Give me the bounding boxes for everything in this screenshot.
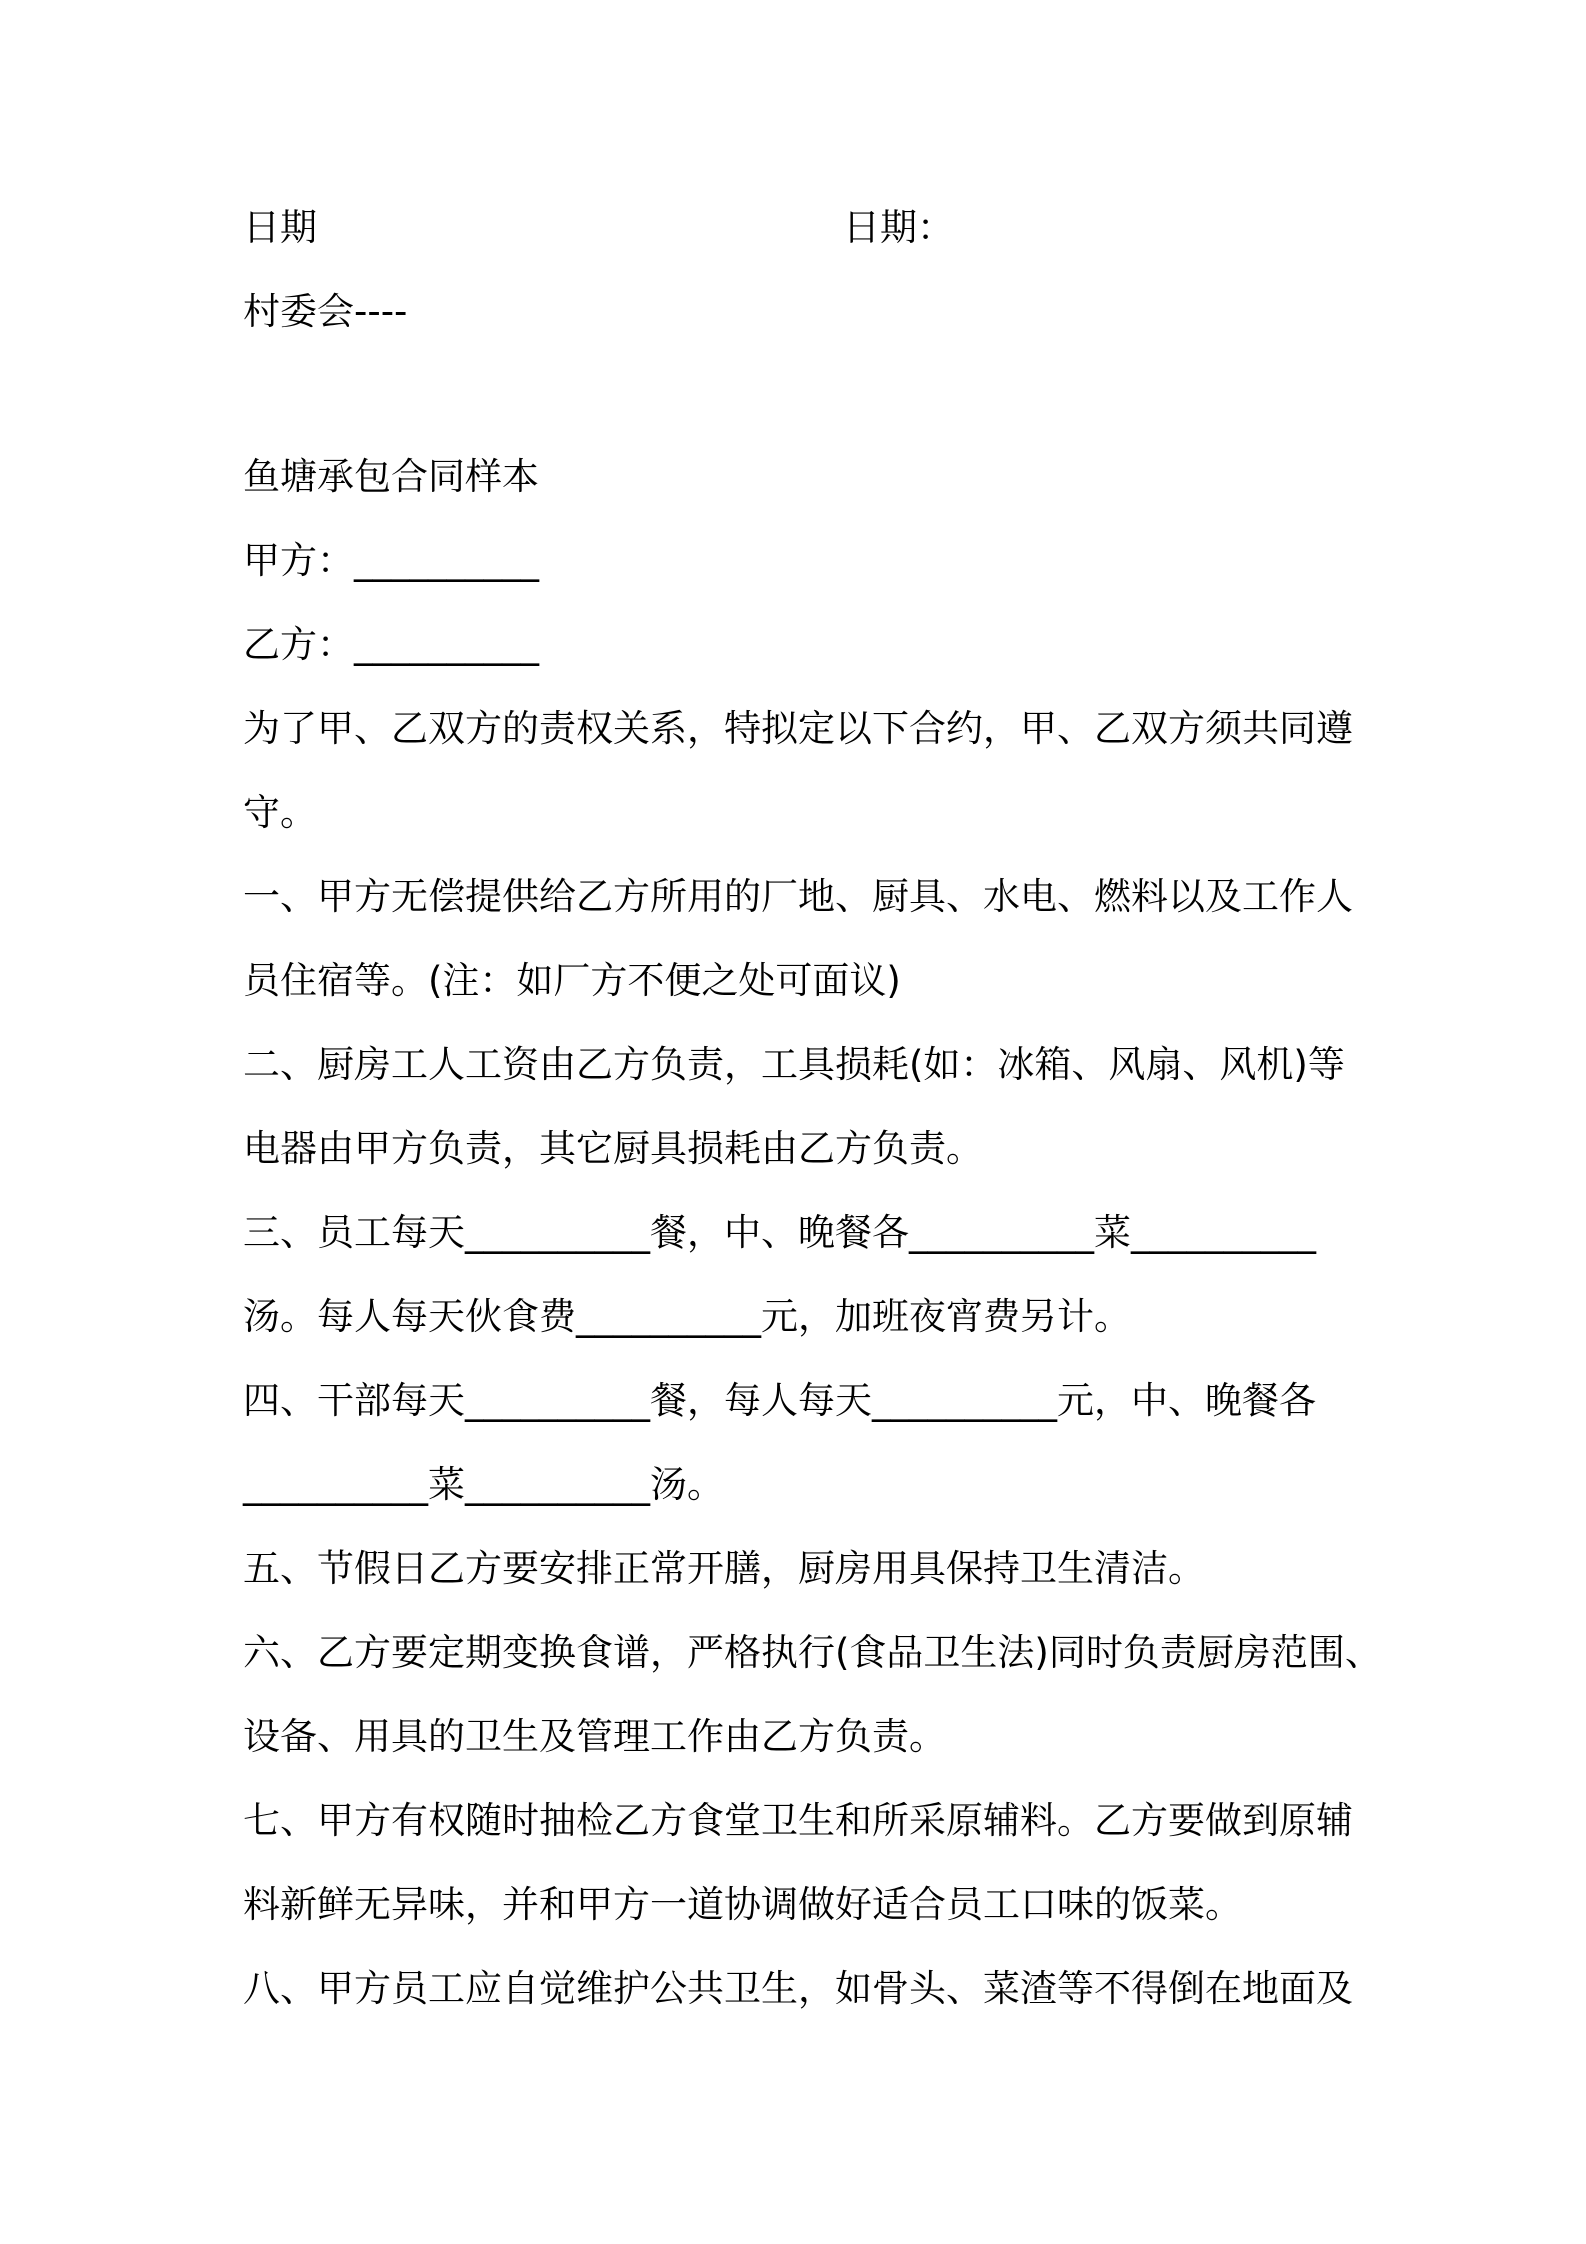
- clause-3-line-2: 汤。每人每天伙食费__________元，加班夜宵费另计。: [243, 1295, 1131, 1338]
- clause-3-line-1: 三、员工每天__________餐，中、晚餐各__________菜__________: [243, 1211, 1316, 1254]
- clause-4-line-2: __________菜__________汤。: [243, 1463, 724, 1506]
- signature-date-left: 日期: [243, 206, 317, 249]
- intro-line-1: 为了甲、乙双方的责权关系，特拟定以下合约，甲、乙双方须共同遵: [243, 707, 1353, 750]
- clause-6-line-2: 设备、用具的卫生及管理工作由乙方负责。: [243, 1715, 946, 1758]
- clause-2-line-2: 电器由甲方负责，其它厨具损耗由乙方负责。: [243, 1127, 983, 1170]
- clause-5-line-1: 五、节假日乙方要安排正常开膳，厨房用具保持卫生清洁。: [243, 1547, 1205, 1590]
- clause-8-line-1: 八、甲方员工应自觉维护公共卫生，如骨头、菜渣等不得倒在地面及: [243, 1967, 1353, 2010]
- party-b-line: 乙方：__________: [243, 623, 539, 666]
- signature-date-right: 日期：: [843, 206, 954, 249]
- clause-4-line-1: 四、干部每天__________餐，每人每天__________元，中、晚餐各: [243, 1379, 1316, 1422]
- contract-title: 鱼塘承包合同样本: [243, 455, 539, 498]
- clause-1-line-1: 一、甲方无偿提供给乙方所用的厂地、厨具、水电、燃料以及工作人: [243, 875, 1353, 918]
- clause-2-line-1: 二、厨房工人工资由乙方负责，工具损耗(如：冰箱、风扇、风机)等: [243, 1043, 1345, 1086]
- clause-1-line-2: 员住宿等。(注：如厂方不便之处可面议): [243, 959, 901, 1002]
- clause-7-line-2: 料新鲜无异味，并和甲方一道协调做好适合员工口味的饭菜。: [243, 1883, 1242, 1926]
- village-committee-label: 村委会----: [243, 290, 408, 333]
- clause-7-line-1: 七、甲方有权随时抽检乙方食堂卫生和所采原辅料。乙方要做到原辅: [243, 1799, 1353, 1842]
- clause-6-line-1: 六、乙方要定期变换食谱，严格执行(食品卫生法)同时负责厨房范围、: [243, 1631, 1382, 1674]
- party-a-line: 甲方：__________: [243, 539, 539, 582]
- intro-line-2: 守。: [243, 791, 317, 834]
